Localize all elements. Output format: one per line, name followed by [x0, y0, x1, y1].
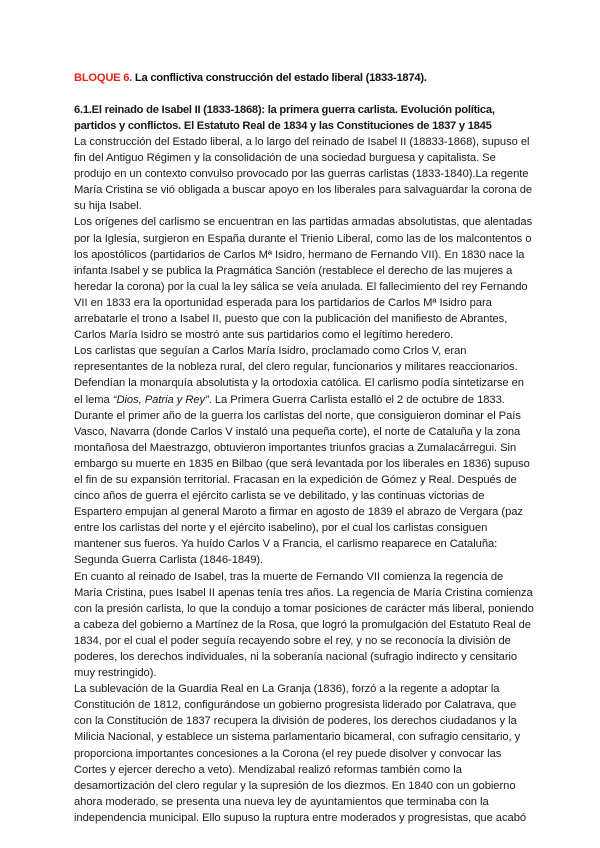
- paragraph-regency: En cuanto al reinado de Isabel, tras la muerte de Fernando VII comienza la regencia de María Cristina, pues Isabel II apenas tenía tres años. La regencia de María Cristina comienza con la presión carlista, lo que la condujo a tomar posiciones de carácter más liberal, poniendo a cabeza del gobierno a Martínez de la Rosa, que logró la promulgación del Estatuto Real de 1834, por el cual el poder seguía recayendo sobre el rey, y no se reconocía la división de poderes, los derechos individuales, ni la soberanía nacional (sufragio indirecto y censitario muy restringido).: [74, 570, 534, 680]
- motto-text: “Dios, Patria y Rey”: [112, 393, 209, 406]
- paragraph-text: Los carlistas que seguían a Carlos María Isidro, proclamado como Crlos V, eran representantes de la nobleza rural, del clero regular, funcionarios y militares reaccionarios. Defendían la monarquía absolutista y la ortodoxia católica. El carlismo podía sintetizarse en el lema: [74, 345, 524, 406]
- document-title: [74, 70, 534, 86]
- document-body: [74, 70, 534, 826]
- block-title: La conflictiva construcción del estado liberal (1833-1874).: [132, 72, 427, 84]
- paragraph-first-carlist-war: [74, 343, 534, 568]
- paragraph-text: . La Primera Guerra Carlista estalló el 2 de octubre de 1833. Durante el primer año de la guerra los carlistas del norte, que consiguieron dominar el País Vasco, Navarra (donde Carlos V instaló una pequeña corte), el norte de Cataluña y la zona montañosa del Maestrazgo, obtuvieron importantes triunfos gracias a Zumalacárregui. Sin embargo su muerte en 1835 en Bilbao (que será levantada por los liberales en 1836) supuso el fin de su expansión territorial. Fracasan en la expedición de Gómez y Real. Después de cinco años de guerra el ejército carlista se ve debilitado, y las continuas victorias de Espartero empujan al general Maroto a firmar en agosto de 1839 el abrazo de Vergara (paz entre los carlistas del norte y el ejército isabelino), por el cual los carlistas consiguen mantener sus fueros. Ya huído Carlos V a Francia, el carlismo reaparece en Cataluña: Segunda Guerra Carlista (1846-1849).: [74, 393, 530, 567]
- block-label: BLOQUE 6.: [74, 72, 133, 84]
- section-heading: 6.1.El reinado de Isabel II (1833-1868): la primera guerra carlista. Evolución política, partidos y conflictos. El Estatuto Real de 1834 y las Constituciones de 1837 y 1845: [74, 104, 495, 132]
- paragraph-la-granja: La sublevación de la Guardia Real en La Granja (1836), forzó a la regente a adoptar la Constitución de 1812, configurándose un gobierno progresista liderado por Calatrava, que con la Constitución de 1837 recupera la división de poderes, los derechos ciudadanos y la Milicia Nacional, y establece un sistema parlamentario bicameral, con sufragio censitario, y proporciona importantes concesiones a la Corona (el rey puede disolver y convocar las Cortes y ejercer derecho a veto). Mendizabal realizó reformas también como la desamortización del clero regular y la supresión de los diezmos. En 1840 con un gobierno ahora moderado, se presenta una nueva ley de ayuntamientos que terminaba con la independencia municipal. Ello supuso la ruptura entre moderados y progresistas, que acabó: [74, 683, 527, 824]
- paragraph-origins: Los orígenes del carlismo se encuentran en las partidas armadas absolutistas, que alentadas por la Iglesia, surgieron en España durante el Trienio Liberal, como las de los malcontentos o los apostólicos (partidarios de Carlos Mª Isidro, hermano de Fernando VII). En 1830 nace la infanta Isabel y se publica la Pragmática Sanción (restablece el derecho de las mujeres a heredar la corona) por la cual la ley sálica se veía anulada. El fallecimiento del rey Fernando VII en 1833 era la oportunidad esperada para los partidarios de Carlos Mª Isidro para arrebatarle el trono a Isabel II, puesto que con la publicación del manifiesto de Abrantes, Carlos María Isidro se mostró ante sus partidarios como el legítimo heredero.: [74, 216, 533, 342]
- paragraph-intro: La construcción del Estado liberal, a lo largo del reinado de Isabel II (18833-1868), supuso el fin del Antiguo Régimen y la consolidación de una sociedad burguesa y capitalista. Se produjo en un contexto convulso provocado por las guerras carlistas (1833-1840).La regente María Cristina se vió obligada a buscar apoyo en los liberales para salvaguardar la corona de su hija Isabel.: [74, 136, 533, 213]
